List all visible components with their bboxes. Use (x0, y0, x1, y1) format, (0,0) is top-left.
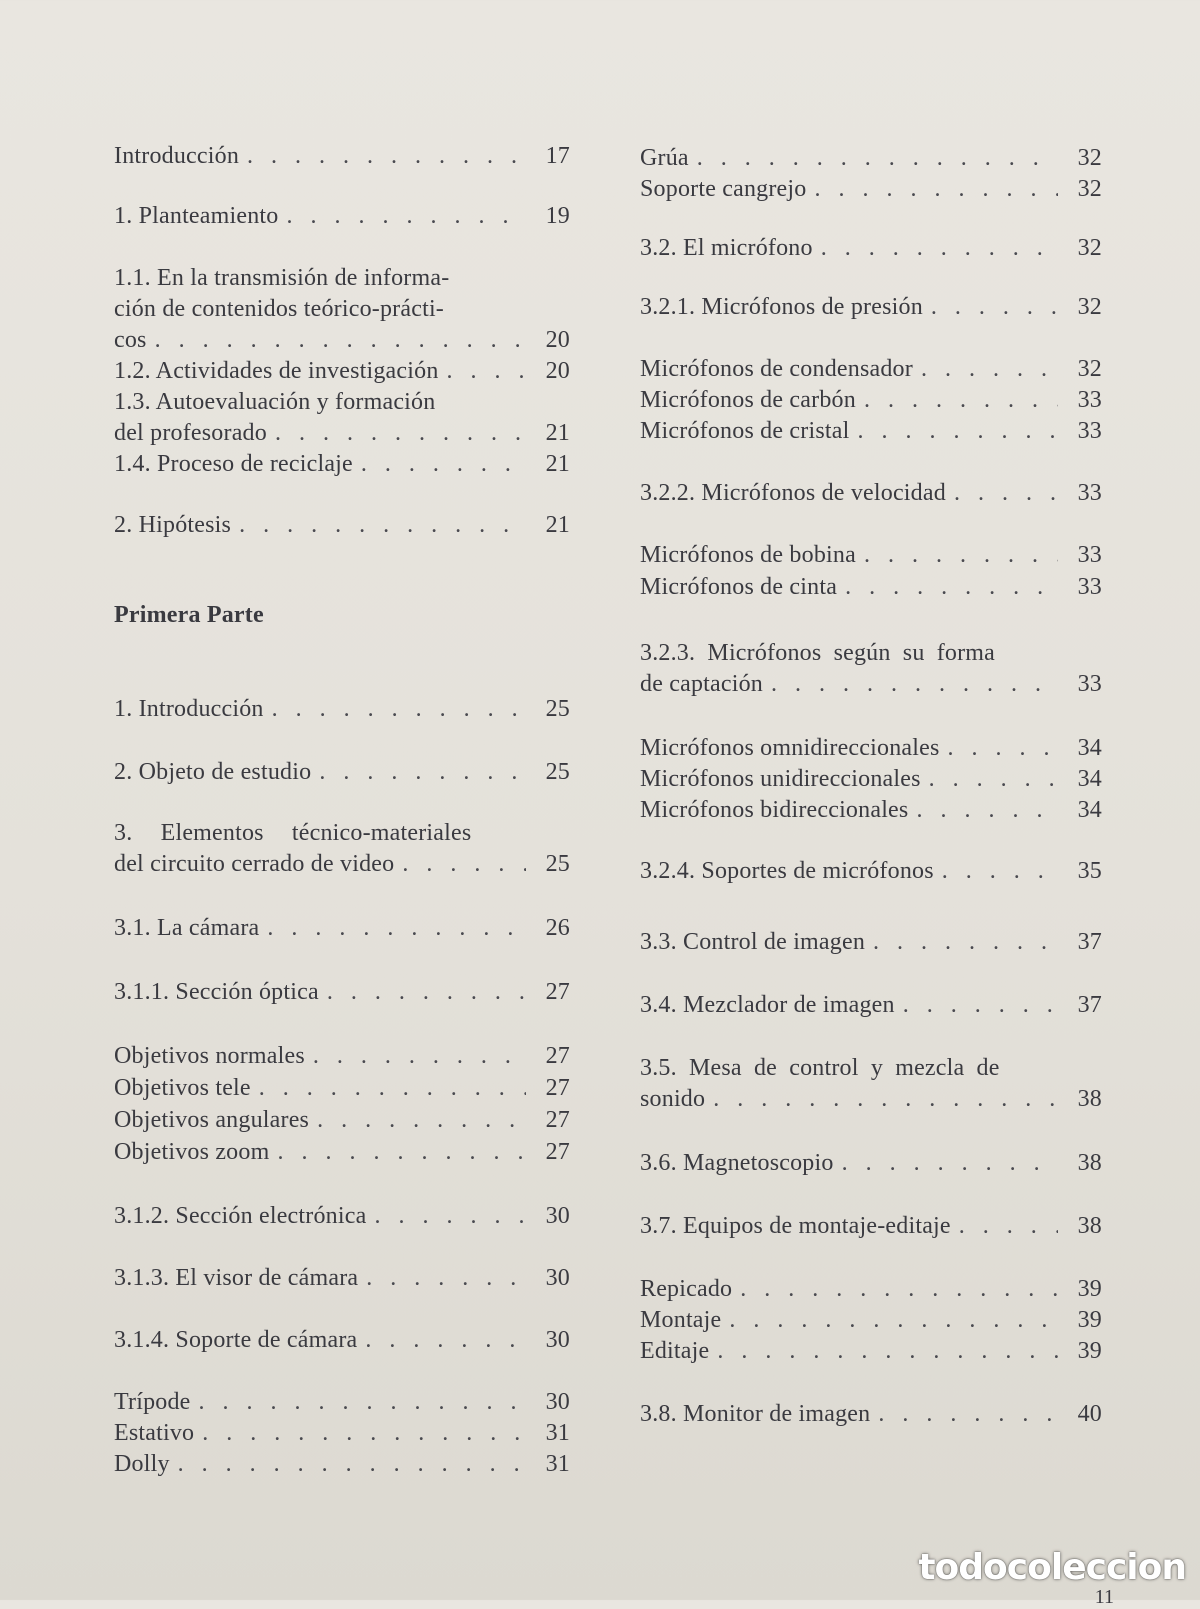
dot-leader (202, 1418, 526, 1449)
toc-entry (114, 1041, 570, 1072)
entry-page: 33 (1077, 542, 1102, 568)
toc-entry (640, 1399, 1102, 1430)
dot-leader (272, 694, 526, 725)
entry-page: 33 (1077, 480, 1102, 506)
entry-label: 3.2.2. Micrófonos de velocidad (640, 480, 946, 506)
entry-page: 27 (545, 1043, 570, 1069)
toc-entry (114, 141, 570, 172)
toc-entry (640, 1274, 1102, 1305)
entry-page: 31 (545, 1451, 570, 1477)
dot-leader (873, 927, 1058, 958)
toc-entry (640, 733, 1102, 764)
dot-leader (916, 795, 1058, 826)
dot-leader (821, 233, 1058, 264)
toc-entry (114, 1201, 570, 1232)
dot-leader (931, 292, 1058, 323)
entry-label: Introducción (114, 143, 240, 169)
entry-label: Estativo (114, 1420, 195, 1446)
dot-leader (697, 143, 1058, 174)
entry-page: 38 (1077, 1213, 1102, 1239)
entry-label: Objetivos normales (114, 1043, 305, 1069)
entry-page: 32 (1077, 356, 1102, 382)
entry-label: sonido (640, 1086, 706, 1112)
dot-leader (717, 1336, 1058, 1367)
toc-entry (114, 849, 570, 880)
dot-leader (267, 913, 526, 944)
entry-page: 27 (545, 1139, 570, 1165)
entry-text-line: 1.3. Autoevaluación y formación (114, 389, 436, 415)
toc-entry (640, 669, 1102, 700)
dot-leader (155, 325, 526, 356)
entry-text-line: 3. Elementos técnico-materiales (114, 820, 472, 846)
entry-label: Micrófonos omnidireccionales (640, 735, 940, 761)
dot-leader (921, 354, 1058, 385)
dot-leader (814, 174, 1058, 205)
entry-text-line: 3.5. Mesa de control y mezcla de (640, 1055, 1000, 1081)
dot-leader (740, 1274, 1058, 1305)
dot-leader (317, 1105, 526, 1136)
dot-leader (954, 478, 1058, 509)
entry-label: Grúa (640, 145, 689, 171)
toc-entry (114, 694, 570, 725)
entry-label: Objetivos angulares (114, 1107, 310, 1133)
entry-page: 33 (1077, 671, 1102, 697)
entry-label: Dolly (114, 1451, 170, 1477)
entry-page: 30 (545, 1327, 570, 1353)
dot-leader (929, 764, 1058, 795)
entry-label: Micrófonos de carbón (640, 387, 856, 413)
entry-label: Objetivos tele (114, 1075, 251, 1101)
entry-label: del circuito cerrado de video (114, 851, 395, 877)
entry-page: 32 (1077, 145, 1102, 171)
dot-leader (845, 572, 1058, 603)
entry-page: 17 (545, 143, 570, 169)
entry-label: Repicado (640, 1276, 733, 1302)
entry-text-line: 3.2.3. Micrófonos según su forma (640, 640, 996, 666)
toc-entry (640, 856, 1102, 887)
entry-label: 3.2.4. Soportes de micrófonos (640, 858, 934, 884)
dot-leader (277, 1137, 526, 1168)
entry-label: Micrófonos de cinta (640, 574, 838, 600)
entry-page: 21 (545, 420, 570, 446)
dot-leader (366, 1263, 526, 1294)
toc-entry (114, 510, 570, 541)
toc-entry (114, 757, 570, 788)
entry-page: 27 (545, 979, 570, 1005)
dot-leader (365, 1325, 526, 1356)
toc-entry (640, 354, 1102, 385)
entry-page: 27 (545, 1075, 570, 1101)
dot-leader (259, 1073, 526, 1104)
entry-label: Soporte cangrejo (640, 176, 807, 202)
entry-page: 39 (1077, 1338, 1102, 1364)
toc-entry (640, 416, 1102, 447)
entry-label: Micrófonos bidireccionales (640, 797, 909, 823)
toc-entry (114, 1105, 570, 1136)
dot-leader (178, 1449, 526, 1480)
entry-label: 3.2.1. Micrófonos de presión (640, 294, 923, 320)
dot-leader (942, 856, 1058, 887)
toc-entry (640, 233, 1102, 264)
entry-label: 3.2. El micrófono (640, 235, 813, 261)
entry-label: de captación (640, 671, 763, 697)
entry-label: 3.7. Equipos de montaje-editaje (640, 1213, 951, 1239)
entry-page: 25 (545, 851, 570, 877)
entry-page: 26 (545, 915, 570, 941)
entry-page: 39 (1077, 1307, 1102, 1333)
entry-page: 35 (1077, 858, 1102, 884)
toc-entry (640, 478, 1102, 509)
entry-page: 39 (1077, 1276, 1102, 1302)
entry-page: 25 (545, 759, 570, 785)
entry-page: 30 (545, 1203, 570, 1229)
entry-label: Micrófonos de condensador (640, 356, 913, 382)
entry-page: 31 (545, 1420, 570, 1446)
section-heading: Primera Parte (114, 602, 264, 628)
toc-entry (114, 1137, 570, 1168)
entry-page: 32 (1077, 176, 1102, 202)
toc-entry (640, 1336, 1102, 1367)
toc-entry (114, 418, 570, 449)
dot-leader (864, 385, 1058, 416)
entry-label: 2. Objeto de estudio (114, 759, 312, 785)
entry-label: 3.1.1. Sección óptica (114, 979, 319, 1005)
entry-page: 30 (545, 1389, 570, 1415)
toc-entry (640, 795, 1102, 826)
entry-label: 1. Introducción (114, 696, 264, 722)
dot-leader (374, 1201, 526, 1232)
dot-leader (842, 1148, 1058, 1179)
toc-entry (114, 1449, 570, 1480)
entry-label: 3.1. La cámara (114, 915, 260, 941)
entry-label: 3.1.4. Soporte de cámara (114, 1327, 358, 1353)
entry-page: 40 (1077, 1401, 1102, 1427)
dot-leader (959, 1211, 1058, 1242)
dot-leader (771, 669, 1058, 700)
entry-page: 38 (1077, 1086, 1102, 1112)
entry-label: Objetivos zoom (114, 1139, 270, 1165)
entry-page: 38 (1077, 1150, 1102, 1176)
entry-label: 3.1.3. El visor de cámara (114, 1265, 359, 1291)
toc-entry (640, 1211, 1102, 1242)
toc-entry (640, 927, 1102, 958)
entry-label: Micrófonos de bobina (640, 542, 856, 568)
entry-label: 3.4. Mezclador de imagen (640, 992, 895, 1018)
entry-page: 37 (1077, 992, 1102, 1018)
toc-entry (114, 1418, 570, 1449)
toc-entry (114, 1263, 570, 1294)
dot-leader (247, 141, 526, 172)
entry-page: 34 (1077, 797, 1102, 823)
entry-page: 34 (1077, 735, 1102, 761)
toc-entry (114, 449, 570, 480)
entry-page: 21 (545, 451, 570, 477)
entry-label: Micrófonos de cristal (640, 418, 850, 444)
entry-page: 32 (1077, 294, 1102, 320)
toc-entry (640, 1305, 1102, 1336)
entry-label: 1.4. Proceso de reciclaje (114, 451, 353, 477)
entry-page: 30 (545, 1265, 570, 1291)
toc-entry (640, 540, 1102, 571)
dot-leader (447, 356, 526, 387)
entry-label: 2. Hipótesis (114, 512, 232, 538)
entry-label: Editaje (640, 1338, 710, 1364)
entry-text-line: ción de contenidos teórico-prácti- (114, 296, 445, 322)
entry-page: 19 (545, 203, 570, 229)
entry-label: 3.1.2. Sección electrónica (114, 1203, 367, 1229)
dot-leader (287, 201, 527, 232)
entry-page: 20 (545, 358, 570, 384)
entry-label: 3.6. Magnetoscopio (640, 1150, 834, 1176)
dot-leader (199, 1387, 526, 1418)
toc-entry (114, 201, 570, 232)
toc-entry (114, 1073, 570, 1104)
entry-page: 33 (1077, 387, 1102, 413)
dot-leader (275, 418, 526, 449)
toc-entry (114, 356, 570, 387)
page-number: 11 (1094, 1586, 1114, 1608)
toc-entry (114, 913, 570, 944)
entry-label: cos (114, 327, 147, 353)
dot-leader (713, 1084, 1058, 1115)
toc-entry (640, 764, 1102, 795)
dot-leader (878, 1399, 1058, 1430)
dot-leader (903, 990, 1058, 1021)
toc-entry (114, 977, 570, 1008)
entry-page: 37 (1077, 929, 1102, 955)
watermark-logo: todocoleccion (918, 1547, 1186, 1588)
dot-leader (239, 510, 526, 541)
dot-leader (864, 540, 1058, 571)
entry-page: 21 (545, 512, 570, 538)
toc-entry (640, 143, 1102, 174)
dot-leader (361, 449, 526, 480)
dot-leader (313, 1041, 526, 1072)
toc-entry (114, 1387, 570, 1418)
dot-leader (327, 977, 526, 1008)
dot-leader (729, 1305, 1058, 1336)
entry-page: 32 (1077, 235, 1102, 261)
entry-label: del profesorado (114, 420, 267, 446)
toc-entry (640, 990, 1102, 1021)
toc-entry (640, 292, 1102, 323)
entry-label: Micrófonos unidireccionales (640, 766, 921, 792)
toc-entry (640, 1084, 1102, 1115)
entry-label: 3.3. Control de imagen (640, 929, 866, 955)
entry-page: 20 (545, 327, 570, 353)
entry-page: 33 (1077, 574, 1102, 600)
toc-entry (640, 174, 1102, 205)
toc-entry (640, 1148, 1102, 1179)
dot-leader (402, 849, 526, 880)
entry-label: 1. Planteamiento (114, 203, 279, 229)
dot-leader (857, 416, 1058, 447)
toc-entry (640, 385, 1102, 416)
entry-page: 27 (545, 1107, 570, 1133)
toc-entry (114, 1325, 570, 1356)
toc-entry (114, 325, 570, 356)
dot-leader (319, 757, 526, 788)
dot-leader (948, 733, 1058, 764)
entry-page: 34 (1077, 766, 1102, 792)
entry-page: 25 (545, 696, 570, 722)
entry-label: Trípode (114, 1389, 191, 1415)
entry-label: 1.2. Actividades de investigación (114, 358, 439, 384)
toc-entry (640, 572, 1102, 603)
entry-label: Montaje (640, 1307, 722, 1333)
entry-label: 3.8. Monitor de imagen (640, 1401, 871, 1427)
entry-text-line: 1.1. En la transmisión de informa- (114, 265, 450, 291)
entry-page: 33 (1077, 418, 1102, 444)
